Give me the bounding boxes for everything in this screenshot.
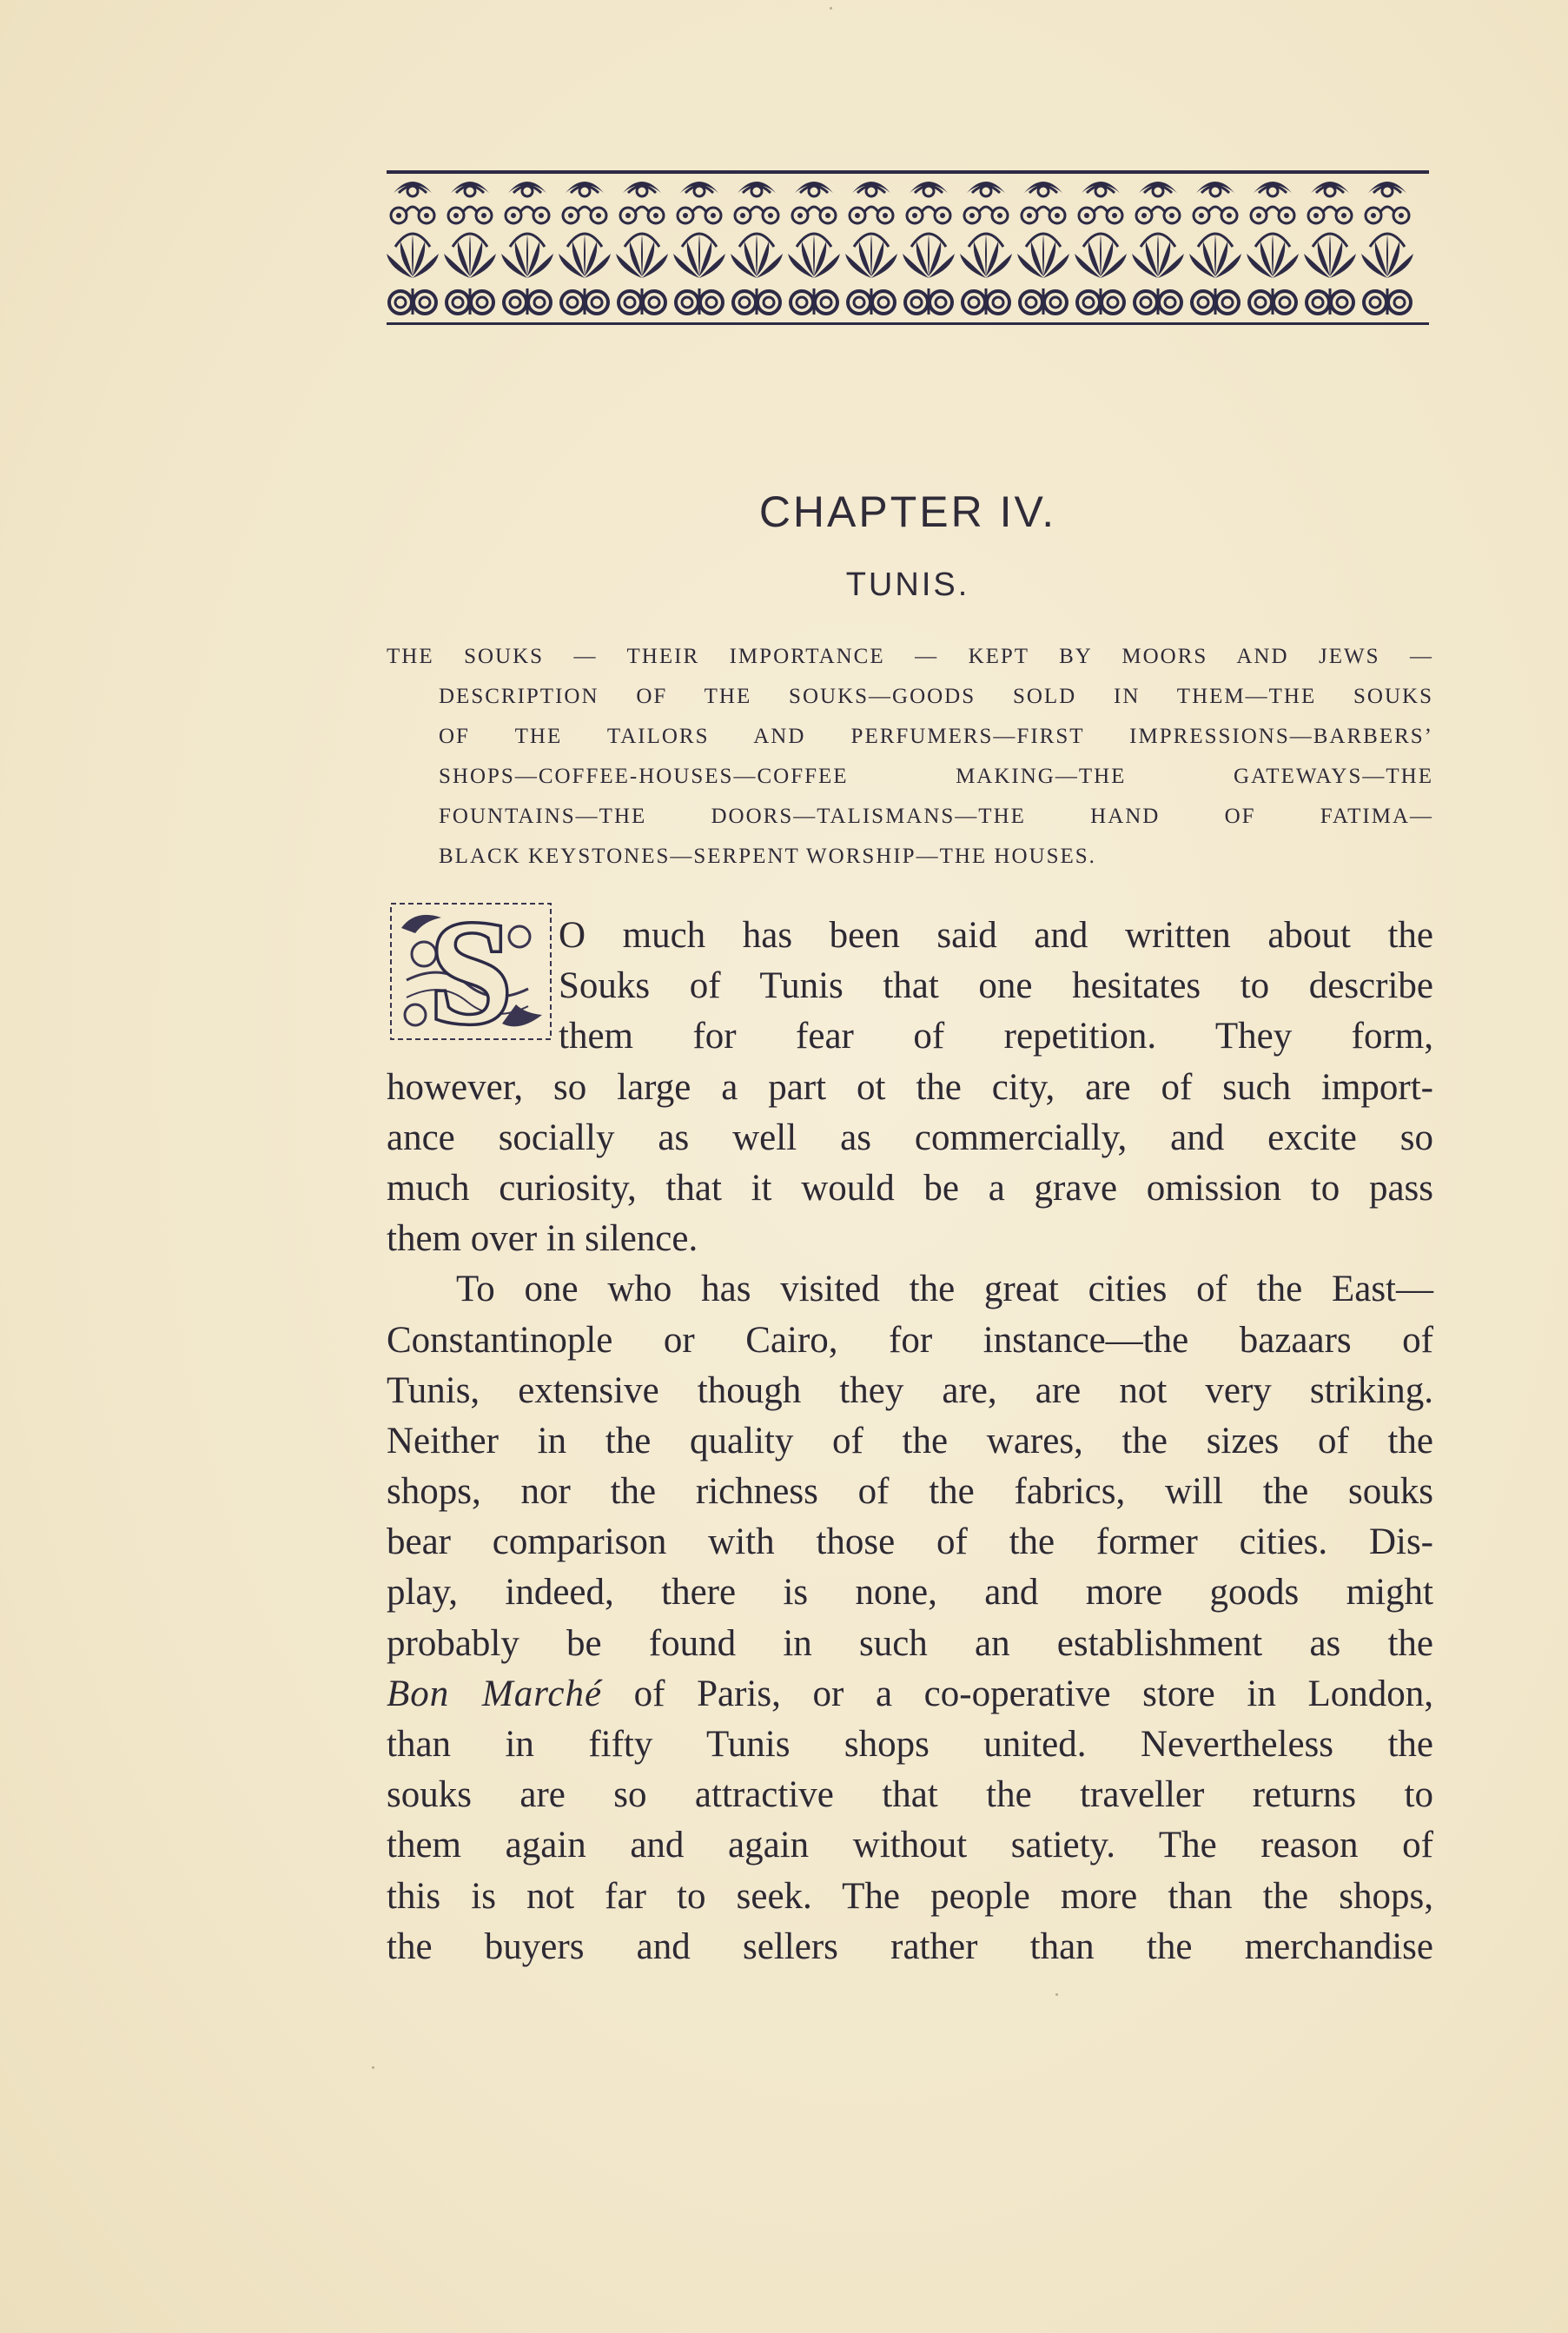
paragraph-2-line: play, indeed, there is none, and more goods might [387, 1572, 1433, 1614]
chapter-number: CHAPTER IV. [758, 487, 1057, 536]
paragraph-1-line: them for fear of repetition. They form, [559, 1016, 1433, 1057]
chapter-summary [387, 637, 1433, 877]
paragraph-2-line: shops, nor the richness of the fabrics, will the souks [387, 1471, 1433, 1513]
summary-line: DESCRIPTION OF THE SOUKS—GOODS SOLD IN THEM—THE SOUKS [439, 685, 1433, 708]
body-text [387, 911, 1433, 1972]
paragraph-2-line: To one who has visited the great cities of the East— [456, 1269, 1433, 1310]
paragraph-2-line: probably be found in such an establishment as the [387, 1622, 1433, 1664]
paragraph-2-line: Neither in the quality of the wares, the sizes of the [387, 1420, 1433, 1461]
paragraph-1-line: O much has been said and written about the [559, 915, 1433, 956]
italic-store-name: Bon Marché [387, 1673, 603, 1714]
paper-speck [1055, 1993, 1058, 1996]
paragraph-2-line: them again and again without satiety. The reason of [387, 1825, 1433, 1866]
chapter-title: TUNIS. [845, 567, 970, 603]
paper-speck [830, 7, 832, 10]
line-remainder: of Paris, or a co-operative store in London, [602, 1673, 1433, 1714]
paragraph-2-line: bear comparison with those of the former cities. Dis- [387, 1521, 1433, 1563]
summary-line: THE SOUKS — THEIR IMPORTANCE — KEPT BY MOORS AND JEWS — [387, 645, 1433, 668]
paragraph-2-line: Constantinople or Cairo, for instance—the bazaars of [387, 1319, 1433, 1361]
paragraph-2-line: than in fifty Tunis shops united. Nevertheless the [387, 1724, 1433, 1765]
paragraph-2-line: souks are so attractive that the traveller returns to [387, 1774, 1433, 1816]
drop-cap-letter: S [429, 902, 513, 1041]
summary-line: FOUNTAINS—THE DOORS—TALISMANS—THE HAND OF FATIMA— [439, 805, 1433, 828]
paragraph-1-line: ance socially as well as commercially, and excite so [387, 1117, 1433, 1158]
paragraph-1-line: however, so large a part ot the city, are of such import- [387, 1066, 1433, 1108]
paragraph-2-line: this is not far to seek. The people more than the shops, [387, 1875, 1433, 1917]
summary-line: SHOPS—COFFEE-HOUSES—COFFEE MAKING—THE GATEWAYS—THE [439, 765, 1433, 788]
summary-line: OF THE TAILORS AND PERFUMERS—FIRST IMPRESSIONS—BARBERS’ [439, 725, 1433, 748]
summary-line: BLACK KEYSTONES—SERPENT WORSHIP—THE HOUSES. [439, 845, 1096, 868]
paper-speck [372, 2066, 374, 2069]
paragraph-2-line [387, 1669, 1433, 1720]
paragraph-2-line: the buyers and sellers rather than the merchandise [387, 1925, 1433, 1967]
paragraph-1-line: much curiosity, that it would be a grave omission to pass [387, 1167, 1433, 1209]
paragraph-1-line: them over in silence. [387, 1218, 698, 1260]
paragraph-1-line: Souks of Tunis that one hesitates to describe [559, 965, 1433, 1007]
ornamental-headpiece [387, 165, 1429, 330]
paragraph-2-line: Tunis, extensive though they are, are not very striking. [387, 1369, 1433, 1411]
